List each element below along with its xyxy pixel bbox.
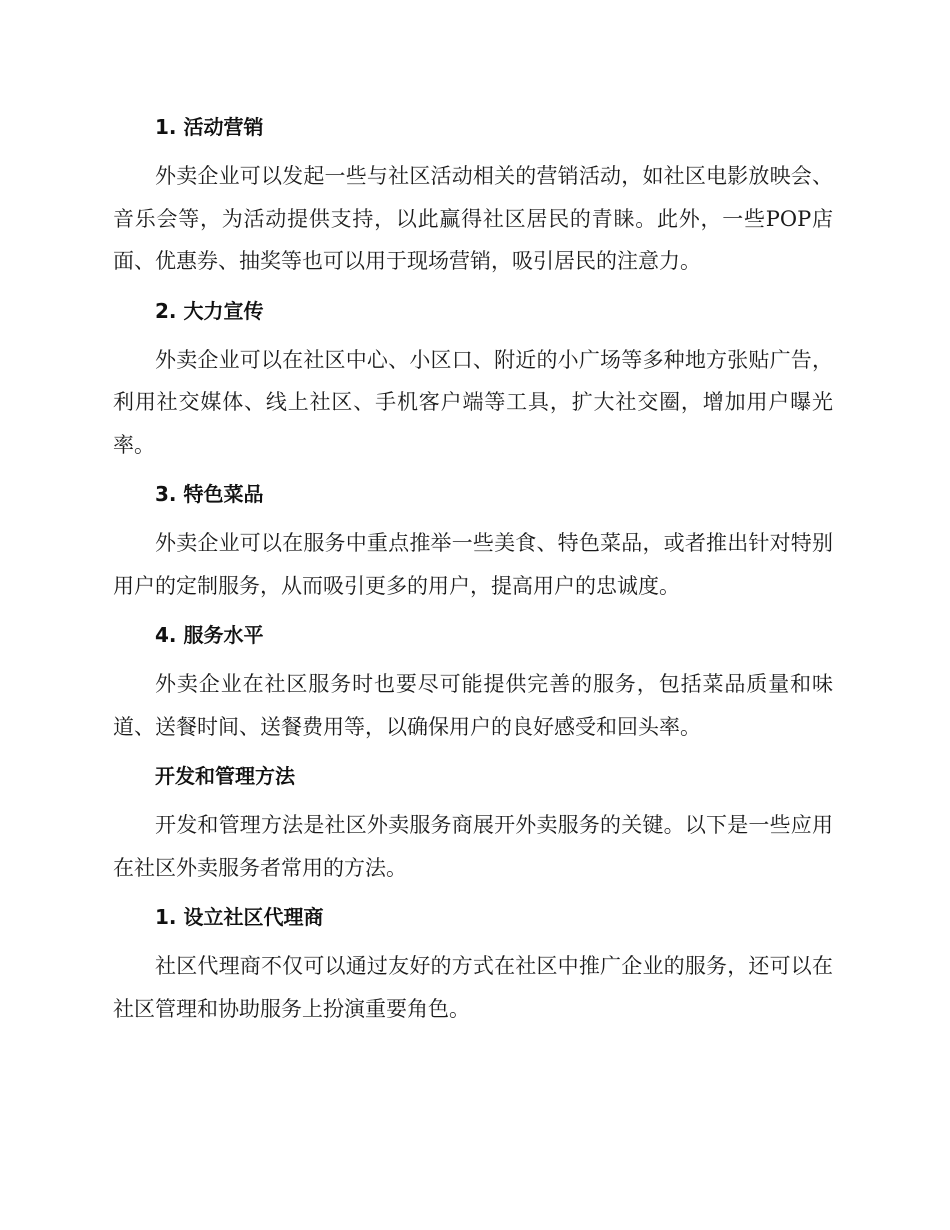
section-heading-service-level: 4. 服务水平 — [155, 623, 264, 647]
section-paragraph-promotion: 外卖企业可以在社区中心、小区口、附近的小广场等多种地方张贴广告，利用社交媒体、线上社区、手机客户端等工具，扩大社交圈，增加用户曝光率。 — [113, 347, 833, 457]
section-heading-special-dishes: 3. 特色菜品 — [155, 482, 264, 506]
section-paragraph-special-dishes: 外卖企业可以在服务中重点推举一些美食、特色菜品，或者推出针对特别用户的定制服务，从而吸引更多的用户，提高用户的忠诚度。 — [113, 531, 833, 598]
section-heading-community-agent: 1. 设立社区代理商 — [155, 905, 324, 929]
section-paragraph-development-management: 开发和管理方法是社区外卖服务商展开外卖服务的关键。以下是一些应用在社区外卖服务者常用的方法。 — [113, 813, 833, 880]
section-paragraph-community-agent: 社区代理商不仅可以通过友好的方式在社区中推广企业的服务，还可以在社区管理和协助服务上扮演重要角色。 — [113, 954, 833, 1021]
document-body — [113, 108, 833, 1039]
section-heading-activity-marketing: 1. 活动营销 — [155, 115, 264, 139]
section-paragraph-service-level: 外卖企业在社区服务时也要尽可能提供完善的服务，包括菜品质量和味道、送餐时间、送餐费用等，以确保用户的良好感受和回头率。 — [113, 672, 833, 739]
section-paragraph-activity-marketing: 外卖企业可以发起一些与社区活动相关的营销活动，如社区电影放映会、音乐会等，为活动提供支持，以此赢得社区居民的青睐。此外，一些POP店面、优惠券、抽奖等也可以用于现场营销，吸引居民的注意力。 — [113, 164, 833, 273]
section-heading-promotion: 2. 大力宣传 — [155, 298, 264, 323]
section-heading-development-management: 开发和管理方法 — [155, 764, 295, 788]
